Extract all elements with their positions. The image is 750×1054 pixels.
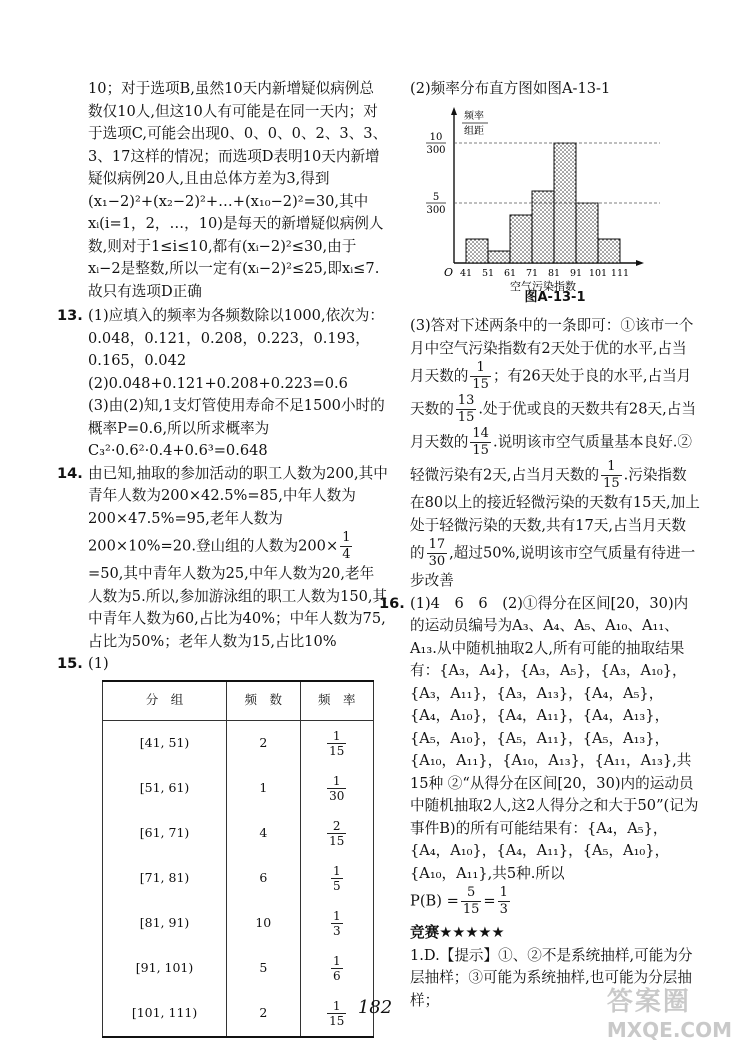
q13-part1: (1)应填入的频率为各频数除以1000,依次为：0.048，0.121，0.208，0.223，0.193，0.165，0.042	[88, 307, 384, 369]
q14-number: 14.	[57, 464, 83, 482]
figure-caption: 图A-13-1	[524, 289, 586, 305]
cell-frequency: $\frac{1}{6}$	[300, 946, 373, 991]
q14-fraction: $\frac{1}{4}$	[342, 530, 351, 562]
cell-group: [51, 61)	[103, 766, 227, 811]
table-row	[103, 901, 374, 946]
x-tick-label: 51	[481, 267, 495, 279]
question-15	[57, 653, 388, 1038]
cell-frequency: $\frac{1}{15}$	[300, 720, 373, 766]
histogram-bar	[532, 191, 554, 263]
q14-text-a: 由已知,抽取的参加活动的职工人数为200,其中青年人数为200×42.5%=85,中年人数为200×47.5%=95,老年人数为200×10%=20.登山组的人数为200×	[88, 464, 388, 555]
histogram-bar	[576, 203, 598, 263]
table-row	[103, 766, 374, 811]
q16-number: 16.	[379, 594, 405, 612]
cell-frequency: $\frac{1}{3}$	[300, 901, 373, 946]
histogram-bar	[466, 239, 488, 263]
cell-count: 5	[227, 946, 300, 991]
x-tick-label: 41	[459, 267, 473, 279]
q14-text-b: =50,其中青年人数为25,中年人数为20,老年人数为5.所以,参加游泳组的职工人数为150,其中青年人数为60,占比为40%；中年人数为75,占比为50%；老年人数为15,占比10%	[88, 565, 388, 650]
col-header-group: 分 组	[103, 681, 227, 721]
cell-frequency: $\frac{1}{15}$	[300, 991, 373, 1037]
table-row	[103, 946, 374, 991]
q13-part3: (3)由(2)知,1支灯管使用寿命不足1500小时的概率P=0.6,所以所求概率为C₃²·0.6²·0.4+0.6³=0.648	[88, 397, 385, 459]
q16-text: (1)4 6 6 (2)①得分在区间[20，30)内的运动员编号为A₃、A₄、A₅、A₁₀、A₁₁、A₁₃.从中随机抽取2人,所有可能的抽取结果有：{A₃，A₄}，{A₃，A₅}，{A₃，A₁₀}，{A₃，A₁₁}，{A₃，A₁₃}，{A₄，A₅}，{A₄，A₁₀}，{A₄，A₁₁}，{A₄，A₁₃}，{A₅，A₁₀}，{A₅，A₁₁}，{A₅，A₁₃}，{A₁₀，A₁₁}，{A₁₀，A₁₃}，{A₁₁，A₁₃},共15种 ②“从得分在区间[20，30)内的运动员中随机抽取2人,这2人得分之和大于50”(记为事件B)的所有可能结果有：{A₄，A₅}，{A₄，A₁₀}，{A₄，A₁₁}，{A₅，A₁₀}，{A₁₀，A₁₁},共5种.所以	[410, 594, 699, 882]
cell-frequency: $\frac{1}{5}$	[300, 856, 373, 901]
x-axis-arrow	[636, 260, 644, 266]
watermark-logo: 答案圈 MXQE.COM	[606, 987, 732, 1042]
cell-group: [101, 111)	[103, 991, 227, 1037]
table-row	[103, 811, 374, 856]
cell-group: [91, 101)	[103, 946, 227, 991]
q16-equation: P(B) = $\frac{5}{15}$ = $\frac{1}{3}$	[410, 885, 508, 917]
y-tick-denominator: 300	[426, 144, 446, 156]
y-axis-label-bottom: 组距	[464, 125, 484, 137]
histogram-bar	[510, 215, 532, 263]
q15-part3: (3)答对下述两条中的一条即可：①该市一个月中空气污染指数有2天处于优的水平,占当月天数的 $\frac{1}{15}$ ；有26天处于良的水平,占当月天数的 $\frac{13}{15}$ .处于优或良的天数共有28天,占当月天数的 $\frac{14}{15}$ .说明该市空气质量基本良好.②轻微污染有2天,占当月天数的 $\frac{1}{15}$ .污染指数在80以上的接近轻微污染的天数有15天,加上处于轻微污染的天数,共有17天,占当月天数的 $\frac{17}{30}$ ,超过50%,说明该市空气质量有待进一步改善	[410, 317, 700, 589]
q13-part2: (2)0.048+0.121+0.208+0.223=0.6	[88, 374, 348, 392]
histogram-bar	[598, 239, 620, 263]
y-axis-label-top: 频率	[464, 110, 484, 122]
fraction-1-15: $\frac{1}{15}$	[472, 360, 489, 392]
histogram-chart	[410, 103, 660, 291]
q15-part2: (2)频率分布直方图如图A-13-1	[410, 80, 611, 97]
cell-group: [81, 91)	[103, 901, 227, 946]
col-header-frequency: 频 率	[300, 681, 373, 721]
q13-number: 13.	[57, 307, 83, 324]
fraction-1-15-b: $\frac{1}{15}$	[603, 459, 620, 491]
x-tick-label: 91	[569, 267, 583, 279]
fraction-14-15: $\frac{14}{15}$	[472, 426, 489, 458]
cell-frequency: $\frac{2}{15}$	[300, 811, 373, 856]
cell-frequency: $\frac{1}{30}$	[300, 766, 373, 811]
cell-count: 2	[227, 720, 300, 766]
cell-group: [61, 71)	[103, 811, 227, 856]
histogram-bar	[488, 251, 510, 263]
table-row	[103, 856, 374, 901]
page-number: 182	[357, 997, 393, 1018]
cell-group: [71, 81)	[103, 856, 227, 901]
contest-q1: 1.D.【提示】①、②不是系统抽样,可能为分层抽样；③可能为系统抽样,也可能为分层抽样；	[410, 946, 693, 1009]
cell-count: 4	[227, 811, 300, 856]
x-tick-label: 101	[588, 267, 608, 279]
fraction-17-30: $\frac{17}{30}$	[428, 537, 446, 569]
cell-count: 1	[227, 766, 300, 811]
x-tick-label: 111	[610, 267, 630, 279]
table-row	[103, 720, 374, 766]
y-tick-numerator: 10	[429, 131, 443, 143]
x-tick-label: 81	[547, 267, 561, 279]
x-tick-label: 71	[525, 267, 539, 279]
left-column	[57, 78, 388, 1038]
frequency-table	[102, 680, 374, 1038]
col-header-count: 频 数	[227, 681, 300, 721]
y-axis-arrow	[451, 107, 457, 115]
cell-count: 2	[227, 991, 300, 1037]
section-heading: 竞赛★★★★★	[410, 924, 505, 941]
right-column	[379, 78, 700, 1012]
table-header-row	[103, 681, 374, 721]
x-axis-label: 空气污染指数	[510, 279, 576, 291]
question-13	[57, 305, 388, 463]
origin-label: O	[444, 265, 454, 279]
cell-count: 6	[227, 856, 300, 901]
x-tick-label: 61	[503, 267, 517, 279]
fraction-13-15: $\frac{13}{15}$	[457, 393, 475, 425]
y-tick-denominator: 300	[426, 204, 446, 216]
cell-group: [41, 51)	[103, 720, 227, 766]
q15-part1: (1)	[88, 655, 109, 672]
question-14	[57, 463, 388, 654]
cell-count: 10	[227, 901, 300, 946]
y-tick-numerator: 5	[432, 191, 440, 203]
q12-continuation: 10；对于选项B,虽然10天内新增疑似病例总数仅10人,但这10人有可能是在同一天内；对于选项C,可能会出现0、0、0、0、2、3、3、3、17这样的情况；而选项D表明10天内新增疑似病例20人,且由总体方差为3,得到(x₁−2)²+(x₂−2)²+…+(x₁₀−2)²=30,其中xᵢ(i=1，2，…，10)是每天的新增疑似病例人数,则对于1≤i≤10,都有(xᵢ−2)²≤30,由于xᵢ−2是整数,所以一定有(xᵢ−2)²≤25,即xᵢ≤7.故只有选项D正确	[88, 80, 388, 300]
question-16	[379, 593, 700, 919]
q15-number: 15.	[57, 655, 83, 672]
